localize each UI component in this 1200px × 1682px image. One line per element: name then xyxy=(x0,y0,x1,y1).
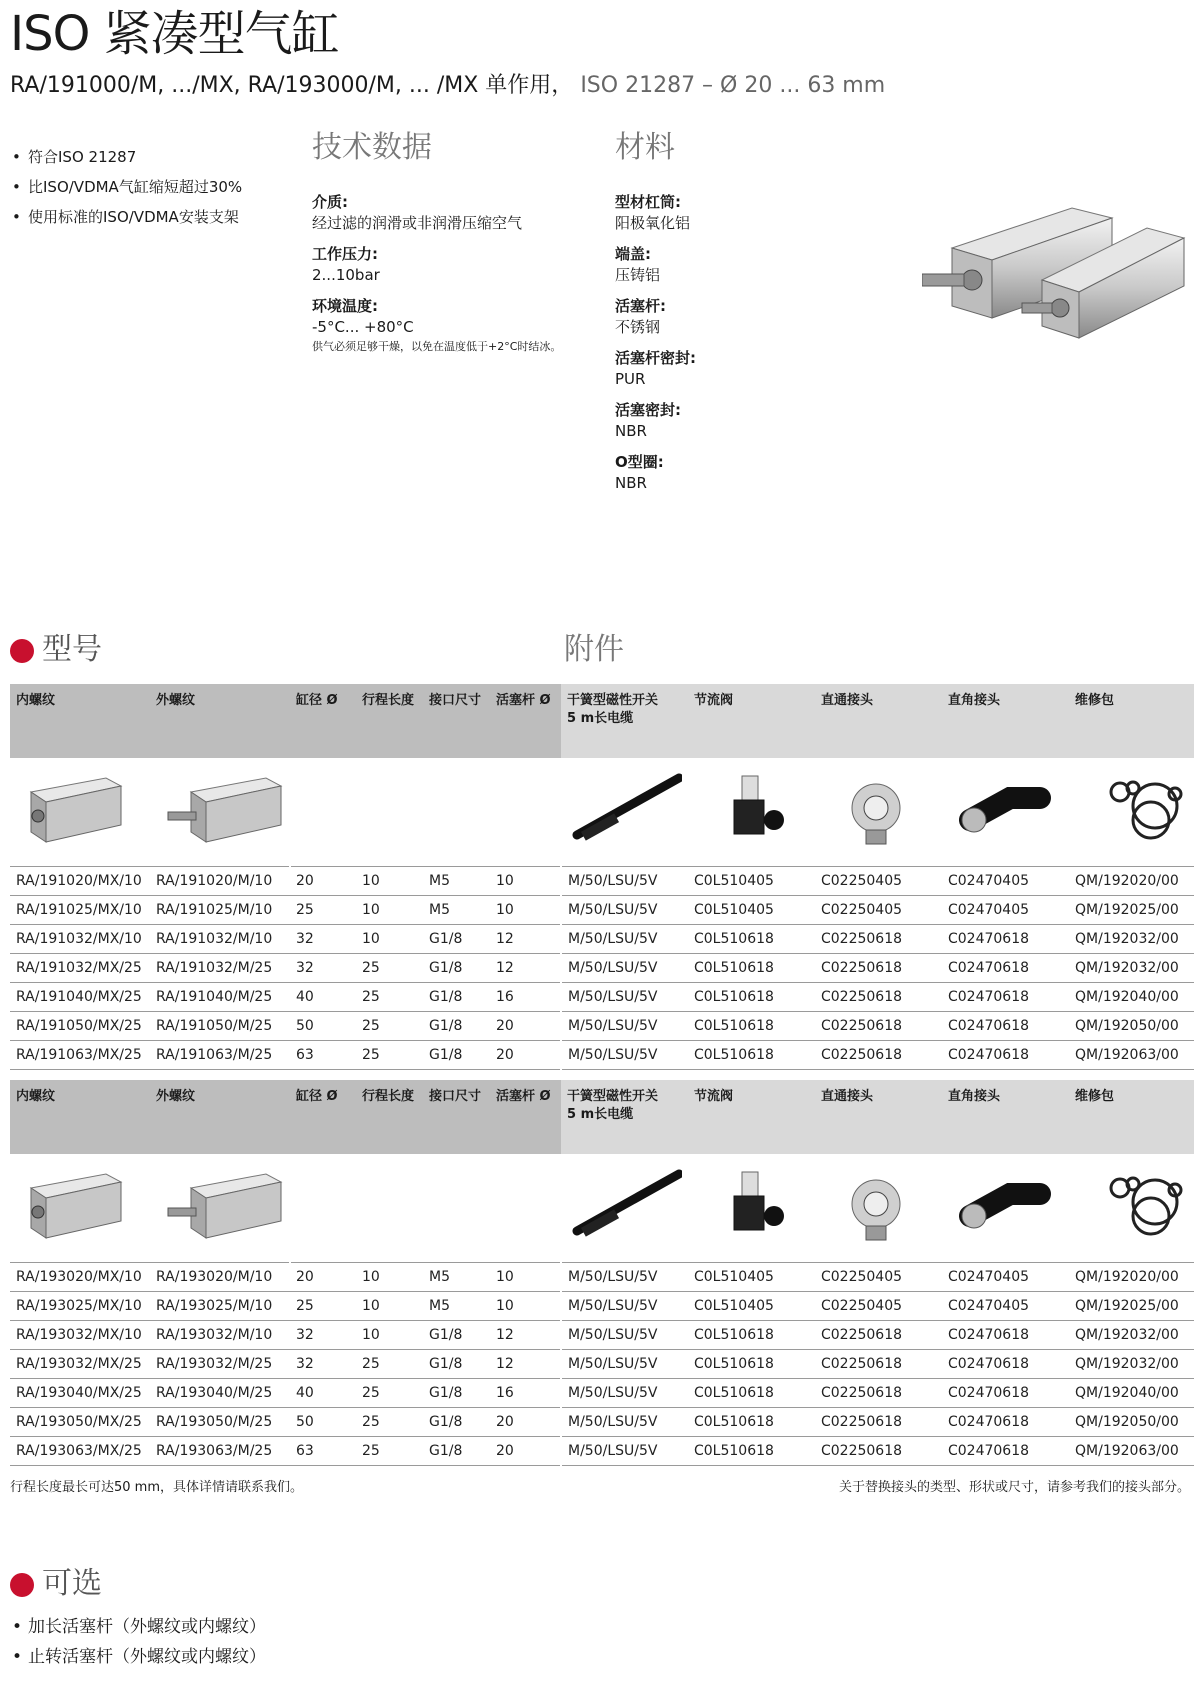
stroke-note: 行程长度最长可达50 mm，具体详情请联系我们。 xyxy=(10,1480,304,1495)
table-cell: 10 xyxy=(490,896,561,925)
table-cell: 25 xyxy=(356,1379,423,1408)
option-item: • 加长活塞杆（外螺纹或内螺纹） xyxy=(10,1612,266,1642)
models-table-191 xyxy=(10,684,1194,1070)
table-header-row xyxy=(10,684,1194,758)
option-item: • 止转活塞杆（外螺纹或内螺纹） xyxy=(10,1642,266,1672)
material-key: 端盖: xyxy=(615,245,651,263)
table-cell: RA/191063/M/25 xyxy=(150,1041,290,1070)
table-cell: M/50/LSU/5V xyxy=(561,867,688,896)
table-cell: C02470405 xyxy=(942,896,1069,925)
table-cell: 10 xyxy=(490,867,561,896)
table-cell: RA/193063/MX/25 xyxy=(10,1437,150,1466)
table-body-191 xyxy=(10,867,1194,1070)
table-cell: RA/191025/MX/10 xyxy=(10,896,150,925)
table-cell: QM/192040/00 xyxy=(1069,983,1194,1012)
table-cell: C02250618 xyxy=(815,1437,942,1466)
tech-data xyxy=(312,192,602,354)
table-cell: 10 xyxy=(356,1263,423,1292)
material-value: 压铸铝 xyxy=(615,266,661,284)
col-port: 接口尺寸 xyxy=(423,1080,490,1154)
table-cell: C02250618 xyxy=(815,1379,942,1408)
table-cell: QM/192063/00 xyxy=(1069,1437,1194,1466)
col-port: 接口尺寸 xyxy=(423,684,490,758)
table-cell: 20 xyxy=(290,1263,356,1292)
table-row xyxy=(10,954,1194,983)
feature-item: • 使用标准的ISO/VDMA安装支架 xyxy=(10,202,242,232)
material-key: 活塞密封: xyxy=(615,401,681,419)
table-cell: C02470618 xyxy=(942,954,1069,983)
table-cell: C02470618 xyxy=(942,925,1069,954)
flow-valve-image xyxy=(688,1154,815,1263)
col-rod: 活塞杆 Ø xyxy=(490,684,561,758)
elbow-fitting-image xyxy=(942,758,1069,867)
material-key: O型圈: xyxy=(615,453,664,471)
table-body-193 xyxy=(10,1263,1194,1466)
table-cell: M/50/LSU/5V xyxy=(561,1041,688,1070)
reed-switch-image xyxy=(561,1154,688,1263)
table-cell: 25 xyxy=(356,1437,423,1466)
table-cell: 12 xyxy=(490,1321,561,1350)
straight-fitting-image xyxy=(815,758,942,867)
table-cell: 10 xyxy=(356,1292,423,1321)
table-row xyxy=(10,867,1194,896)
table-cell: C02470618 xyxy=(942,983,1069,1012)
table-cell: RA/193032/MX/10 xyxy=(10,1321,150,1350)
red-dot-icon xyxy=(10,639,34,663)
table-cell: C0L510618 xyxy=(688,1012,815,1041)
tech-note: 供气必须足够干燥，以免在温度低于+2°C时结冰。 xyxy=(312,340,562,353)
col-straight-fitting: 直通接头 xyxy=(815,684,942,758)
col-stroke: 行程长度 xyxy=(356,1080,423,1154)
col-elbow-fitting: 直角接头 xyxy=(942,684,1069,758)
tech-key: 环境温度: xyxy=(312,297,378,315)
material-value: NBR xyxy=(615,422,647,440)
table-cell: 20 xyxy=(490,1408,561,1437)
col-internal-thread: 内螺纹 xyxy=(10,1080,150,1154)
table-cell: QM/192032/00 xyxy=(1069,1350,1194,1379)
cylinder-internal-thread-image xyxy=(10,1154,150,1263)
table-cell: C0L510405 xyxy=(688,1263,815,1292)
col-flow-valve: 节流阀 xyxy=(688,684,815,758)
feature-list xyxy=(10,142,242,232)
table-cell: C02250618 xyxy=(815,1012,942,1041)
table-cell: 63 xyxy=(290,1041,356,1070)
feature-item: • 符合ISO 21287 xyxy=(10,142,242,172)
table-cell: C0L510618 xyxy=(688,954,815,983)
table-cell: QM/192032/00 xyxy=(1069,925,1194,954)
table-cell: QM/192025/00 xyxy=(1069,1292,1194,1321)
material-key: 活塞杆: xyxy=(615,297,666,315)
table-cell: 25 xyxy=(356,1012,423,1041)
fitting-note: 关于替换接头的类型、形状或尺寸，请参考我们的接头部分。 xyxy=(838,1480,1190,1495)
table-cell: C02250405 xyxy=(815,867,942,896)
table-row xyxy=(10,1408,1194,1437)
table-cell: 10 xyxy=(356,925,423,954)
table-cell: 12 xyxy=(490,954,561,983)
col-flow-valve: 节流阀 xyxy=(688,1080,815,1154)
table-cell: C02470405 xyxy=(942,1292,1069,1321)
table-cell: QM/192050/00 xyxy=(1069,1408,1194,1437)
table-cell: 25 xyxy=(356,983,423,1012)
table-cell: RA/191032/MX/10 xyxy=(10,925,150,954)
image-row xyxy=(10,1154,1194,1263)
table-cell: M/50/LSU/5V xyxy=(561,1263,688,1292)
accessories-heading: 附件 xyxy=(564,632,624,667)
table-cell: RA/193020/MX/10 xyxy=(10,1263,150,1292)
table-cell: QM/192020/00 xyxy=(1069,1263,1194,1292)
col-bore: 缸径 Ø xyxy=(290,684,356,758)
table-cell: M5 xyxy=(423,1292,490,1321)
table-cell: QM/192025/00 xyxy=(1069,896,1194,925)
table-row xyxy=(10,1350,1194,1379)
table-cell: G1/8 xyxy=(423,1041,490,1070)
table-cell: 32 xyxy=(290,954,356,983)
table-cell: 25 xyxy=(290,896,356,925)
table-cell: RA/191040/M/25 xyxy=(150,983,290,1012)
material-value: NBR xyxy=(615,474,647,492)
table-cell: 32 xyxy=(290,1350,356,1379)
table-cell: G1/8 xyxy=(423,925,490,954)
table-cell: QM/192032/00 xyxy=(1069,954,1194,983)
table-cell: RA/193040/M/25 xyxy=(150,1379,290,1408)
table-row xyxy=(10,896,1194,925)
feature-item: • 比ISO/VDMA气缸缩短超过30% xyxy=(10,172,242,202)
elbow-fitting-image xyxy=(942,1154,1069,1263)
tech-key: 介质: xyxy=(312,193,348,211)
material-value: 不锈钢 xyxy=(615,318,661,336)
table-cell: C0L510405 xyxy=(688,867,815,896)
table-cell: C02470618 xyxy=(942,1437,1069,1466)
tech-heading: 技术数据 xyxy=(312,130,432,165)
col-reed-switch: 干簧型磁性开关 5 m长电缆 xyxy=(561,684,688,758)
table-cell: M/50/LSU/5V xyxy=(561,1408,688,1437)
table-cell: QM/192032/00 xyxy=(1069,1321,1194,1350)
cylinder-external-thread-image xyxy=(150,758,290,867)
table-cell: QM/192050/00 xyxy=(1069,1012,1194,1041)
table-cell: M/50/LSU/5V xyxy=(561,1012,688,1041)
table-row xyxy=(10,983,1194,1012)
table-cell: 20 xyxy=(490,1041,561,1070)
table-cell: 10 xyxy=(356,896,423,925)
table-cell: G1/8 xyxy=(423,1437,490,1466)
table-cell: M5 xyxy=(423,896,490,925)
tech-value: 2...10bar xyxy=(312,266,380,284)
table-row xyxy=(10,1379,1194,1408)
table-cell: RA/193032/M/25 xyxy=(150,1350,290,1379)
models-heading-text: 型号 xyxy=(42,632,102,667)
material-key: 型材杠筒: xyxy=(615,193,681,211)
table-cell: RA/193025/MX/10 xyxy=(10,1292,150,1321)
table-cell: C02470618 xyxy=(942,1041,1069,1070)
table-cell: RA/191050/MX/25 xyxy=(10,1012,150,1041)
table-cell: RA/193025/M/10 xyxy=(150,1292,290,1321)
table-cell: M/50/LSU/5V xyxy=(561,925,688,954)
red-dot-icon xyxy=(10,1573,34,1597)
flow-valve-image xyxy=(688,758,815,867)
table-cell: G1/8 xyxy=(423,1012,490,1041)
table-cell: 25 xyxy=(356,954,423,983)
table-cell: RA/193020/M/10 xyxy=(150,1263,290,1292)
material-key: 活塞杆密封: xyxy=(615,349,696,367)
table-cell: C02250405 xyxy=(815,896,942,925)
subtitle-standard: ISO 21287 – Ø 20 ... 63 mm xyxy=(580,73,886,98)
col-elbow-fitting: 直角接头 xyxy=(942,1080,1069,1154)
table-row xyxy=(10,1041,1194,1070)
service-kit-image xyxy=(1069,758,1194,867)
col-bore: 缸径 Ø xyxy=(290,1080,356,1154)
tech-value: 经过滤的润滑或非润滑压缩空气 xyxy=(312,214,523,232)
table-cell: C0L510618 xyxy=(688,1437,815,1466)
col-external-thread: 外螺纹 xyxy=(150,684,290,758)
table-cell: RA/191050/M/25 xyxy=(150,1012,290,1041)
table-cell: 12 xyxy=(490,1350,561,1379)
cylinder-external-thread-image xyxy=(150,1154,290,1263)
table-cell: C02250618 xyxy=(815,1321,942,1350)
table-cell: C02250618 xyxy=(815,1350,942,1379)
table-cell: 20 xyxy=(490,1437,561,1466)
table-row xyxy=(10,925,1194,954)
table-row xyxy=(10,1263,1194,1292)
table-cell: C02470618 xyxy=(942,1408,1069,1437)
table-cell: RA/193050/M/25 xyxy=(150,1408,290,1437)
table-cell: C02250618 xyxy=(815,954,942,983)
cylinder-internal-thread-image xyxy=(10,758,150,867)
table-cell: C02250618 xyxy=(815,983,942,1012)
table-cell: 32 xyxy=(290,1321,356,1350)
options-heading xyxy=(10,1564,102,1604)
table-cell: RA/193050/MX/25 xyxy=(10,1408,150,1437)
col-reed-switch: 干簧型磁性开关 5 m长电缆 xyxy=(561,1080,688,1154)
empty-image-cell xyxy=(290,758,561,867)
table-cell: C0L510618 xyxy=(688,1350,815,1379)
table-cell: RA/191032/M/10 xyxy=(150,925,290,954)
materials-heading: 材料 xyxy=(615,130,675,165)
table-cell: M/50/LSU/5V xyxy=(561,1321,688,1350)
table-cell: QM/192040/00 xyxy=(1069,1379,1194,1408)
col-rod: 活塞杆 Ø xyxy=(490,1080,561,1154)
col-straight-fitting: 直通接头 xyxy=(815,1080,942,1154)
table-cell: RA/191032/M/25 xyxy=(150,954,290,983)
table-cell: C02470405 xyxy=(942,867,1069,896)
table-cell: 40 xyxy=(290,1379,356,1408)
table-cell: C02250405 xyxy=(815,1292,942,1321)
table-cell: C02250405 xyxy=(815,1263,942,1292)
table-cell: RA/191020/M/10 xyxy=(150,867,290,896)
table-cell: M5 xyxy=(423,867,490,896)
table-row xyxy=(10,1012,1194,1041)
options-list xyxy=(10,1612,266,1672)
table-cell: M/50/LSU/5V xyxy=(561,983,688,1012)
table-row xyxy=(10,1321,1194,1350)
tech-value: -5°C... +80°C xyxy=(312,318,414,336)
table-cell: 16 xyxy=(490,1379,561,1408)
table-cell: C02470405 xyxy=(942,1263,1069,1292)
table-cell: C02470618 xyxy=(942,1379,1069,1408)
table-cell: G1/8 xyxy=(423,1379,490,1408)
subtitle-models: RA/191000/M, .../MX, RA/193000/M, ... /MX 单作用， xyxy=(10,73,574,98)
image-row xyxy=(10,758,1194,867)
table-cell: M/50/LSU/5V xyxy=(561,1292,688,1321)
table-cell: C0L510618 xyxy=(688,983,815,1012)
table-cell: 10 xyxy=(356,867,423,896)
table-cell: C0L510405 xyxy=(688,1292,815,1321)
page-title: ISO 紧凑型气缸 xyxy=(10,6,339,62)
table-cell: RA/193032/M/10 xyxy=(150,1321,290,1350)
table-cell: C02470618 xyxy=(942,1012,1069,1041)
table-cell: 25 xyxy=(356,1350,423,1379)
table-cell: 10 xyxy=(490,1292,561,1321)
straight-fitting-image xyxy=(815,1154,942,1263)
table-cell: RA/191020/MX/10 xyxy=(10,867,150,896)
col-service-kit: 维修包 xyxy=(1069,1080,1194,1154)
col-internal-thread: 内螺纹 xyxy=(10,684,150,758)
col-service-kit: 维修包 xyxy=(1069,684,1194,758)
table-cell: C0L510618 xyxy=(688,1379,815,1408)
table-cell: C02470618 xyxy=(942,1350,1069,1379)
options-heading-text: 可选 xyxy=(42,1566,102,1601)
table-cell: G1/8 xyxy=(423,1321,490,1350)
table-cell: G1/8 xyxy=(423,1350,490,1379)
table-cell: C02250618 xyxy=(815,1408,942,1437)
table-cell: 63 xyxy=(290,1437,356,1466)
table-cell: 20 xyxy=(290,867,356,896)
table-cell: RA/193040/MX/25 xyxy=(10,1379,150,1408)
table-cell: C02470618 xyxy=(942,1321,1069,1350)
table-cell: C0L510618 xyxy=(688,925,815,954)
table-cell: 10 xyxy=(356,1321,423,1350)
table-cell: G1/8 xyxy=(423,954,490,983)
table-cell: G1/8 xyxy=(423,1408,490,1437)
table-cell: G1/8 xyxy=(423,983,490,1012)
table-cell: C02250618 xyxy=(815,1041,942,1070)
table-cell: M/50/LSU/5V xyxy=(561,1437,688,1466)
reed-switch-image xyxy=(561,758,688,867)
table-cell: 10 xyxy=(490,1263,561,1292)
table-cell: C0L510618 xyxy=(688,1041,815,1070)
table-cell: 20 xyxy=(490,1012,561,1041)
table-cell: M/50/LSU/5V xyxy=(561,1379,688,1408)
table-cell: RA/191032/MX/25 xyxy=(10,954,150,983)
table-cell: QM/192020/00 xyxy=(1069,867,1194,896)
table-cell: RA/193063/M/25 xyxy=(150,1437,290,1466)
table-row xyxy=(10,1292,1194,1321)
table-cell: C0L510405 xyxy=(688,896,815,925)
table-cell: RA/191040/MX/25 xyxy=(10,983,150,1012)
table-cell: RA/191063/MX/25 xyxy=(10,1041,150,1070)
models-heading xyxy=(10,630,102,670)
service-kit-image xyxy=(1069,1154,1194,1263)
product-photo xyxy=(922,188,1200,368)
empty-image-cell xyxy=(290,1154,561,1263)
table-cell: 32 xyxy=(290,925,356,954)
table-cell: 12 xyxy=(490,925,561,954)
page-subtitle xyxy=(10,70,885,102)
models-table-193 xyxy=(10,1080,1194,1466)
table-cell: 50 xyxy=(290,1012,356,1041)
table-cell: 25 xyxy=(356,1041,423,1070)
col-stroke: 行程长度 xyxy=(356,684,423,758)
table-cell: 50 xyxy=(290,1408,356,1437)
table-cell: RA/193032/MX/25 xyxy=(10,1350,150,1379)
table-cell: RA/191025/M/10 xyxy=(150,896,290,925)
table-cell: 25 xyxy=(290,1292,356,1321)
col-external-thread: 外螺纹 xyxy=(150,1080,290,1154)
materials-data xyxy=(615,192,815,504)
table-cell: M/50/LSU/5V xyxy=(561,1350,688,1379)
table-cell: QM/192063/00 xyxy=(1069,1041,1194,1070)
table-cell: M/50/LSU/5V xyxy=(561,896,688,925)
material-value: PUR xyxy=(615,370,646,388)
table-cell: C0L510618 xyxy=(688,1321,815,1350)
table-row xyxy=(10,1437,1194,1466)
tech-key: 工作压力: xyxy=(312,245,378,263)
table-header-row xyxy=(10,1080,1194,1154)
table-cell: C0L510618 xyxy=(688,1408,815,1437)
table-cell: M/50/LSU/5V xyxy=(561,954,688,983)
table-cell: 16 xyxy=(490,983,561,1012)
material-value: 阳极氧化铝 xyxy=(615,214,691,232)
table-cell: M5 xyxy=(423,1263,490,1292)
table-cell: 40 xyxy=(290,983,356,1012)
table-cell: C02250618 xyxy=(815,925,942,954)
table-cell: 25 xyxy=(356,1408,423,1437)
